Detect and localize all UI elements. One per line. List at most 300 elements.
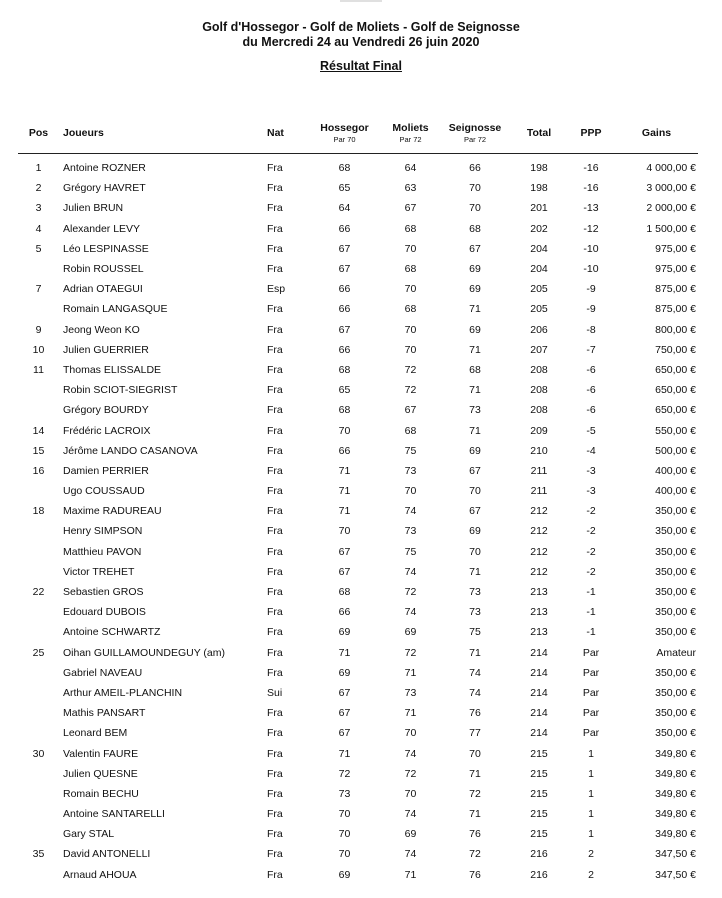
cell-pos: 18: [32, 505, 45, 518]
cell-hossegor-score: 70: [338, 828, 351, 841]
cell-player-name: Damien PERRIER: [63, 464, 149, 477]
cell-ppp: 1: [588, 747, 594, 760]
cell-nationality: Fra: [267, 646, 283, 659]
table-row: [18, 521, 698, 541]
cell-pos: [18, 824, 59, 844]
cell-pos: 3: [35, 202, 42, 215]
cell-pos: 1: [35, 162, 42, 175]
cell-seignosse-score: 67: [469, 505, 481, 518]
cell-pos: [18, 259, 59, 279]
table-row: [18, 743, 698, 763]
cell-total: 208: [530, 404, 548, 417]
cell-gains: 975,00 €: [655, 263, 696, 276]
cell-gains: 650,00 €: [655, 384, 696, 397]
cell-player-name: Maxime RADUREAU: [63, 505, 162, 518]
cell-player-name: Grégory HAVRET: [63, 182, 146, 195]
cell-player-name: Jérôme LANDO CASANOVA: [63, 444, 198, 457]
cell-ppp: -3: [586, 464, 596, 477]
table-row: [18, 622, 698, 642]
table-row: [18, 804, 698, 824]
cell-total: 214: [530, 727, 548, 740]
cell-total: 213: [530, 586, 548, 599]
cell-total: 208: [530, 384, 548, 397]
table-row: [18, 400, 698, 420]
cell-moliets-score: 72: [404, 384, 417, 397]
cell-nationality: Fra: [267, 222, 283, 235]
cell-moliets-score: 73: [404, 686, 417, 699]
cell-total: 198: [530, 162, 548, 175]
table-row: [18, 663, 698, 683]
cell-hossegor-score: 65: [338, 384, 351, 397]
table-row: [18, 562, 698, 582]
cell-hossegor-score: 66: [338, 283, 351, 296]
cell-total: 215: [530, 767, 548, 780]
cell-gains: 875,00 €: [655, 303, 696, 316]
cell-moliets-score: 69: [404, 626, 417, 639]
cell-total: 211: [530, 464, 548, 477]
cell-player-name: Arnaud AHOUA: [63, 868, 137, 881]
moliets-par: Par 72: [399, 134, 422, 144]
table-row: [18, 602, 698, 622]
cell-player-name: Léo LESPINASSE: [63, 242, 149, 255]
cell-ppp: -10: [583, 263, 599, 276]
cell-hossegor-score: 69: [338, 666, 351, 679]
cell-total: 215: [530, 747, 548, 760]
cell-ppp: -2: [586, 545, 596, 558]
cell-gains: 349,80 €: [655, 808, 696, 821]
cell-player-name: Grégory BOURDY: [63, 404, 149, 417]
cell-ppp: 1: [588, 808, 594, 821]
cell-gains: 975,00 €: [655, 242, 696, 255]
cell-player-name: Jeong Weon KO: [63, 323, 140, 336]
cell-hossegor-score: 67: [338, 565, 351, 578]
cell-gains: 349,80 €: [655, 787, 696, 800]
cell-seignosse-score: 70: [469, 202, 481, 215]
cell-seignosse-score: 69: [469, 283, 481, 296]
cell-gains: 350,00 €: [655, 666, 696, 679]
cell-nationality: Fra: [267, 505, 283, 518]
cell-seignosse-score: 69: [469, 444, 481, 457]
cell-gains: 350,00 €: [655, 626, 696, 639]
cell-pos: 2: [35, 182, 42, 195]
cell-seignosse-score: 77: [469, 727, 481, 740]
table-row: [18, 703, 698, 723]
cell-total: 211: [530, 485, 548, 498]
seignosse-par: Par 72: [463, 134, 487, 144]
cell-moliets-score: 68: [404, 424, 417, 437]
cell-hossegor-score: 65: [338, 182, 351, 195]
cell-seignosse-score: 72: [469, 787, 481, 800]
cell-nationality: Fra: [267, 485, 283, 498]
cell-seignosse-score: 68: [469, 222, 481, 235]
cell-player-name: Frédéric LACROIX: [63, 424, 151, 437]
cell-seignosse-score: 71: [469, 767, 481, 780]
cell-nationality: Fra: [267, 586, 283, 599]
cell-total: 208: [530, 363, 548, 376]
cell-total: 215: [530, 808, 548, 821]
cell-hossegor-score: 71: [338, 747, 351, 760]
seignosse-label: Seignosse: [448, 121, 502, 134]
col-header-hossegor: [307, 112, 382, 154]
cell-total: 205: [530, 303, 548, 316]
cell-ppp: 1: [588, 787, 594, 800]
cell-gains: 350,00 €: [655, 727, 696, 740]
cell-player-name: Leonard BEM: [63, 727, 128, 740]
cell-ppp: -4: [586, 444, 596, 457]
cell-moliets-score: 63: [404, 182, 417, 195]
cell-pos: [18, 723, 59, 743]
cell-nationality: Fra: [267, 787, 283, 800]
col-header-total: Total: [511, 112, 567, 154]
table-row: [18, 239, 698, 259]
table-row: [18, 844, 698, 864]
cell-player-name: Edouard DUBOIS: [63, 606, 146, 619]
cell-nationality: Fra: [267, 565, 283, 578]
cell-seignosse-score: 71: [469, 565, 481, 578]
cell-moliets-score: 69: [404, 828, 417, 841]
cell-moliets-score: 67: [404, 404, 417, 417]
cell-hossegor-score: 67: [338, 545, 351, 558]
cell-seignosse-score: 71: [469, 384, 481, 397]
cell-pos: [18, 380, 59, 400]
cell-player-name: Mathis PANSART: [63, 707, 146, 720]
cell-moliets-score: 74: [404, 505, 417, 518]
cell-ppp: -1: [586, 626, 596, 639]
cell-gains: 800,00 €: [655, 323, 696, 336]
cell-moliets-score: 71: [404, 666, 417, 679]
cell-hossegor-score: 66: [338, 343, 351, 356]
cell-hossegor-score: 71: [338, 505, 351, 518]
cell-gains: 350,00 €: [655, 545, 696, 558]
cell-hossegor-score: 68: [338, 363, 351, 376]
cell-ppp: -5: [586, 424, 596, 437]
cell-nationality: Fra: [267, 424, 283, 437]
cell-gains: 350,00 €: [655, 606, 696, 619]
col-header-ppp: PPP: [567, 112, 615, 154]
cell-gains: 350,00 €: [655, 686, 696, 699]
cell-total: 213: [530, 606, 548, 619]
cell-seignosse-score: 76: [469, 707, 481, 720]
cell-player-name: Gabriel NAVEAU: [63, 666, 143, 679]
cell-nationality: Fra: [267, 323, 283, 336]
cell-moliets-score: 70: [404, 485, 417, 498]
cell-player-name: Matthieu PAVON: [63, 545, 142, 558]
cell-hossegor-score: 67: [338, 323, 351, 336]
cell-nationality: Fra: [267, 263, 283, 276]
cell-player-name: Julien BRUN: [63, 202, 124, 215]
cell-moliets-score: 72: [404, 767, 417, 780]
cell-ppp: -12: [583, 222, 599, 235]
title-line-2: du Mercredi 24 au Vendredi 26 juin 2020: [242, 35, 480, 49]
table-row: [18, 299, 698, 319]
cell-player-name: Alexander LEVY: [63, 222, 141, 235]
cell-hossegor-score: 68: [338, 162, 351, 175]
cell-player-name: Romain BECHU: [63, 787, 139, 800]
cell-ppp: Par: [582, 686, 600, 699]
cell-moliets-score: 64: [404, 162, 417, 175]
cell-pos: [18, 622, 59, 642]
table-row: [18, 683, 698, 703]
cell-total: 210: [530, 444, 548, 457]
cell-total: 212: [530, 525, 548, 538]
cell-seignosse-score: 71: [469, 424, 481, 437]
cell-hossegor-score: 69: [338, 868, 351, 881]
cell-gains: 750,00 €: [655, 343, 696, 356]
cell-pos: [18, 865, 59, 885]
cell-seignosse-score: 71: [469, 303, 481, 316]
col-header-seignosse: [439, 112, 511, 154]
table-row: [18, 824, 698, 844]
cell-nationality: Fra: [267, 626, 283, 639]
cell-seignosse-score: 69: [469, 263, 481, 276]
cell-seignosse-score: 71: [469, 808, 481, 821]
cell-gains: 350,00 €: [655, 586, 696, 599]
cell-seignosse-score: 75: [469, 626, 481, 639]
cell-moliets-score: 71: [404, 707, 417, 720]
cell-seignosse-score: 66: [469, 162, 481, 175]
cell-gains: 400,00 €: [655, 485, 696, 498]
top-edge-mark: [340, 0, 382, 2]
cell-moliets-score: 75: [404, 545, 417, 558]
cell-pos: [18, 663, 59, 683]
cell-ppp: -1: [586, 606, 596, 619]
table-row: [18, 441, 698, 461]
cell-seignosse-score: 73: [469, 404, 481, 417]
cell-moliets-score: 70: [404, 727, 417, 740]
table-row: [18, 320, 698, 340]
cell-ppp: -6: [586, 404, 596, 417]
cell-player-name: Gary STAL: [63, 828, 115, 841]
cell-seignosse-score: 69: [469, 323, 481, 336]
cell-gains: 1 500,00 €: [646, 222, 696, 235]
table-row: [18, 279, 698, 299]
cell-moliets-score: 70: [404, 343, 417, 356]
cell-ppp: -2: [586, 565, 596, 578]
cell-player-name: Henry SIMPSON: [63, 525, 143, 538]
cell-pos: 5: [35, 242, 42, 255]
cell-player-name: Valentin FAURE: [63, 747, 139, 760]
cell-player-name: Victor TREHET: [63, 565, 135, 578]
cell-moliets-score: 71: [404, 868, 417, 881]
cell-pos: [18, 542, 59, 562]
table-row: [18, 461, 698, 481]
cell-seignosse-score: 71: [469, 646, 481, 659]
cell-moliets-score: 68: [404, 222, 417, 235]
cell-moliets-score: 73: [404, 464, 417, 477]
table-row: [18, 582, 698, 602]
cell-nationality: Fra: [267, 343, 283, 356]
cell-player-name: Antoine ROZNER: [63, 162, 146, 175]
cell-moliets-score: 68: [404, 263, 417, 276]
table-row: [18, 154, 698, 179]
cell-player-name: Adrian OTAEGUI: [63, 283, 143, 296]
table-row: [18, 420, 698, 440]
cell-moliets-score: 74: [404, 565, 417, 578]
cell-gains: Amateur: [656, 646, 696, 659]
cell-seignosse-score: 73: [469, 606, 481, 619]
cell-gains: 550,00 €: [655, 424, 696, 437]
cell-total: 201: [530, 202, 548, 215]
cell-seignosse-score: 67: [469, 464, 481, 477]
cell-hossegor-score: 64: [338, 202, 351, 215]
cell-player-name: Arthur AMEIL-PLANCHIN: [63, 686, 183, 699]
cell-seignosse-score: 68: [469, 363, 481, 376]
cell-pos: [18, 784, 59, 804]
table-row: [18, 178, 698, 198]
cell-gains: 650,00 €: [655, 404, 696, 417]
cell-nationality: Fra: [267, 868, 283, 881]
cell-nationality: Fra: [267, 525, 283, 538]
cell-nationality: Fra: [267, 707, 283, 720]
cell-pos: [18, 521, 59, 541]
cell-nationality: Fra: [267, 162, 283, 175]
cell-ppp: -7: [586, 343, 596, 356]
cell-nationality: Fra: [267, 464, 283, 477]
cell-total: 214: [530, 646, 548, 659]
cell-nationality: Fra: [267, 545, 283, 558]
cell-moliets-score: 74: [404, 606, 417, 619]
cell-hossegor-score: 67: [338, 242, 351, 255]
cell-hossegor-score: 70: [338, 848, 351, 861]
table-row: [18, 340, 698, 360]
cell-ppp: -6: [586, 363, 596, 376]
cell-player-name: Robin SCIOT-SIEGRIST: [63, 384, 178, 397]
cell-ppp: -2: [586, 525, 596, 538]
cell-nationality: Fra: [267, 767, 283, 780]
cell-player-name: Antoine SANTARELLI: [63, 808, 165, 821]
cell-hossegor-score: 67: [338, 263, 351, 276]
cell-pos: [18, 602, 59, 622]
cell-seignosse-score: 74: [469, 666, 481, 679]
cell-nationality: Fra: [267, 727, 283, 740]
cell-moliets-score: 67: [404, 202, 417, 215]
cell-hossegor-score: 73: [338, 787, 351, 800]
cell-player-name: David ANTONELLI: [63, 848, 151, 861]
cell-hossegor-score: 72: [338, 767, 351, 780]
cell-pos: 10: [32, 343, 45, 356]
cell-hossegor-score: 66: [338, 444, 351, 457]
cell-moliets-score: 75: [404, 444, 417, 457]
cell-moliets-score: 68: [404, 303, 417, 316]
cell-total: 202: [530, 222, 548, 235]
cell-nationality: Fra: [267, 404, 283, 417]
cell-pos: [18, 804, 59, 824]
table-row: [18, 784, 698, 804]
cell-nationality: Fra: [267, 747, 283, 760]
cell-gains: 500,00 €: [655, 444, 696, 457]
cell-ppp: Par: [582, 666, 600, 679]
table-row: [18, 542, 698, 562]
cell-gains: 350,00 €: [655, 707, 696, 720]
cell-nationality: Fra: [267, 202, 283, 215]
cell-gains: 350,00 €: [655, 505, 696, 518]
cell-player-name: Antoine SCHWARTZ: [63, 626, 161, 639]
cell-player-name: Sebastien GROS: [63, 586, 144, 599]
table-row: [18, 259, 698, 279]
cell-seignosse-score: 74: [469, 686, 481, 699]
cell-gains: 400,00 €: [655, 464, 696, 477]
cell-total: 212: [530, 505, 548, 518]
cell-moliets-score: 70: [404, 242, 417, 255]
table-row: [18, 360, 698, 380]
cell-seignosse-score: 69: [469, 525, 481, 538]
cell-hossegor-score: 71: [338, 485, 351, 498]
cell-pos: 14: [32, 424, 45, 437]
cell-ppp: -16: [583, 162, 599, 175]
table-body: [18, 154, 698, 885]
col-header-players: Joueurs: [59, 112, 263, 154]
cell-total: 204: [530, 242, 548, 255]
cell-nationality: Fra: [267, 808, 283, 821]
cell-nationality: Fra: [267, 606, 283, 619]
cell-pos: [18, 764, 59, 784]
hossegor-par: Par 70: [333, 134, 356, 144]
cell-gains: 4 000,00 €: [646, 162, 696, 175]
cell-seignosse-score: 70: [469, 545, 481, 558]
cell-total: 214: [530, 707, 548, 720]
cell-total: 209: [530, 424, 548, 437]
cell-gains: 349,80 €: [655, 747, 696, 760]
cell-hossegor-score: 67: [338, 686, 351, 699]
cell-ppp: Par: [582, 707, 600, 720]
cell-total: 212: [530, 565, 548, 578]
cell-moliets-score: 72: [404, 646, 417, 659]
cell-moliets-score: 70: [404, 283, 417, 296]
cell-moliets-score: 74: [404, 808, 417, 821]
table-row: [18, 764, 698, 784]
cell-pos: 7: [35, 283, 42, 296]
cell-hossegor-score: 66: [338, 606, 351, 619]
cell-gains: 2 000,00 €: [646, 202, 696, 215]
cell-player-name: Robin ROUSSEL: [63, 263, 144, 276]
cell-moliets-score: 70: [404, 323, 417, 336]
cell-pos: 30: [32, 747, 45, 760]
cell-moliets-score: 72: [404, 363, 417, 376]
cell-pos: 35: [32, 848, 45, 861]
cell-nationality: Fra: [267, 384, 283, 397]
document-header: [0, 20, 722, 74]
cell-seignosse-score: 72: [469, 848, 481, 861]
cell-player-name: Thomas ELISSALDE: [63, 363, 162, 376]
cell-ppp: -2: [586, 505, 596, 518]
cell-ppp: 2: [588, 868, 594, 881]
cell-nationality: Fra: [267, 242, 283, 255]
table-header: [18, 112, 698, 154]
cell-gains: 349,80 €: [655, 767, 696, 780]
cell-nationality: Esp: [267, 283, 286, 296]
cell-moliets-score: 70: [404, 787, 417, 800]
cell-hossegor-score: 69: [338, 626, 351, 639]
cell-total: 213: [530, 626, 548, 639]
cell-pos: 25: [32, 646, 45, 659]
cell-ppp: -16: [583, 182, 599, 195]
cell-gains: 347,50 €: [655, 848, 696, 861]
cell-player-name: Ugo COUSSAUD: [63, 485, 145, 498]
cell-pos: [18, 299, 59, 319]
cell-nationality: Fra: [267, 182, 283, 195]
cell-total: 205: [530, 283, 548, 296]
cell-ppp: -6: [586, 384, 596, 397]
table-row: [18, 481, 698, 501]
cell-nationality: Fra: [267, 828, 283, 841]
cell-pos: [18, 562, 59, 582]
cell-hossegor-score: 68: [338, 586, 351, 599]
col-header-moliets: [382, 112, 439, 154]
cell-total: 207: [530, 343, 548, 356]
cell-player-name: Julien QUESNE: [63, 767, 138, 780]
cell-hossegor-score: 66: [338, 222, 351, 235]
cell-ppp: Par: [582, 646, 600, 659]
